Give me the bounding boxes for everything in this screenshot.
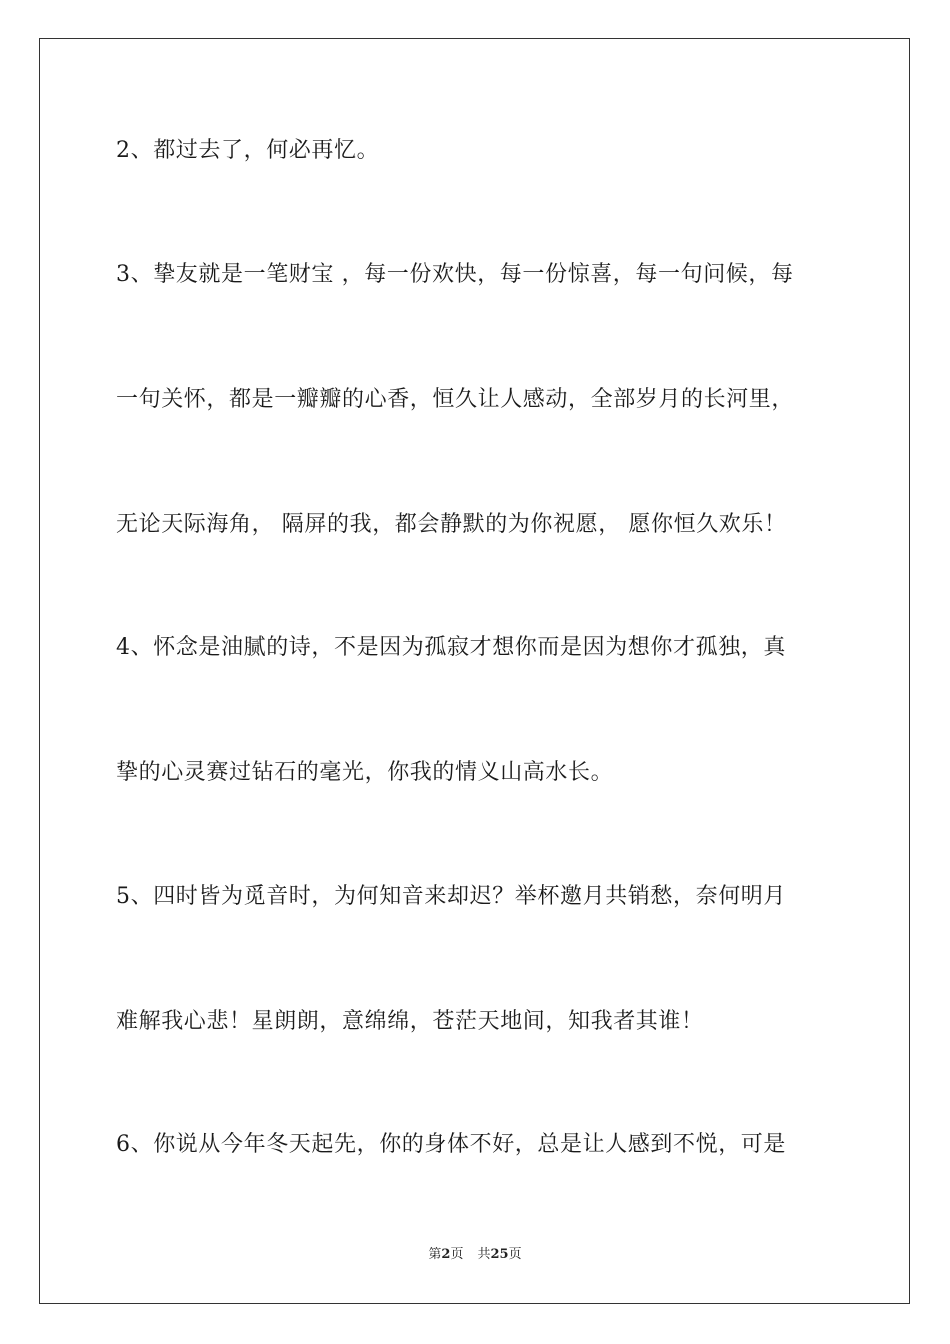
- page-number: 2: [441, 1247, 451, 1262]
- page-prefix: 第: [428, 1247, 442, 1262]
- paragraph-line: 3、挚友就是一笔财宝 ，每一份欢快，每一份惊喜，每一句问候，每: [116, 262, 794, 287]
- paragraph-line: 5、四时皆为觅音时，为何知音来却迟？举杯邀月共销愁，奈何明月: [116, 884, 786, 909]
- total-prefix: 共: [477, 1247, 491, 1262]
- paragraph-line: 无论天际海角， 隔屏的我，都会静默的为你祝愿， 愿你恒久欢乐！: [116, 512, 787, 537]
- page-border: [39, 38, 910, 1304]
- paragraph-line: 难解我心悲！星朗朗，意绵绵，苍茫天地间，知我者其谁！: [116, 1009, 704, 1034]
- paragraph-line: 一句关怀，都是一瓣瓣的心香，恒久让人感动，全部岁月的长河里，: [116, 387, 795, 412]
- paragraph-line: 2、都过去了，何必再忆。: [116, 138, 380, 163]
- total-suffix: 页: [508, 1247, 522, 1262]
- total-pages: 25: [490, 1247, 509, 1262]
- page-footer: [0, 1246, 950, 1264]
- paragraph-line: 挚的心灵赛过钻石的毫光，你我的情义山高水长。: [116, 760, 614, 785]
- page-suffix: 页: [450, 1247, 464, 1262]
- paragraph-line: 4、怀念是油腻的诗，不是因为孤寂才想你而是因为想你才孤独，真: [116, 635, 786, 660]
- paragraph-line: 6、你说从今年冬天起先，你的身体不好，总是让人感到不悦，可是: [116, 1132, 786, 1157]
